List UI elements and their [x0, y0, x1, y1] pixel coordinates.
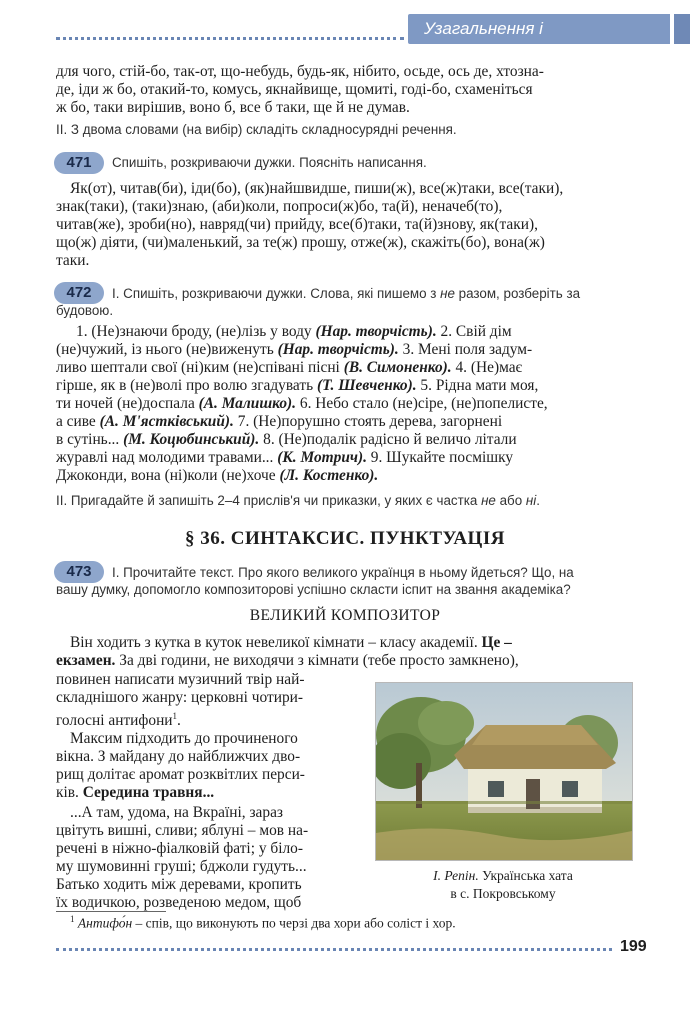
footer-dotted-rule — [56, 948, 612, 951]
sentence: 4. (Не)має — [451, 359, 523, 376]
task-text-part: І. Спишіть, розкриваючи дужки. Слова, які пишемо з — [112, 286, 441, 301]
text-line: рищ долітає аромат розквітлих перси- — [56, 766, 305, 783]
source-citation: (В. Симоненко). — [343, 359, 452, 376]
text-line — [56, 784, 214, 802]
exercise-472-line-7 — [56, 431, 631, 449]
source-citation: (Л. Костенко). — [279, 467, 379, 484]
source-citation: (А. Малишко). — [198, 395, 297, 412]
sentence: в сутінь... — [56, 431, 124, 448]
source-citation: (Нар. творчість). — [315, 323, 437, 340]
exercise-473-badge: 473 — [54, 561, 104, 583]
task-text-part: або — [495, 493, 526, 508]
footnote-text: – спів, що виконують по черзі два хори або соліст і хор. — [132, 915, 456, 931]
exercise-472-line-9 — [56, 467, 631, 485]
intro-task: II. З двома словами (на вибір) складіть складносурядні речення. — [56, 122, 457, 137]
source-citation: (Нар. творчість). — [277, 341, 399, 358]
exercise-472-line-8 — [56, 449, 631, 467]
footnote-marker: 1 — [172, 711, 178, 721]
emphasis: Це – — [481, 634, 512, 651]
exercise-472-task-2 — [56, 492, 636, 509]
source-citation: (Т. Шевченко). — [316, 377, 417, 394]
text-line-1 — [70, 634, 512, 652]
text-line: речені в ніжно-фіалковій фаті; у біло- — [56, 840, 303, 857]
running-header: Узагальнення і систематизація — [408, 14, 670, 44]
header-dotted-rule — [56, 37, 404, 40]
sentence: ливо шептали свої (ні)ким (не)співані пісні — [56, 359, 344, 376]
sentence: а сиве — [56, 413, 100, 430]
sentence: За дві години, не виходячи з кімнати (тебе просто замкнено), — [115, 652, 519, 669]
text-line: ...А там, удома, на Вкраїні, зараз — [70, 804, 283, 821]
exercise-471-line: що(ж) діяти, (чи)маленький, за те(ж) прошу, отже(ж), скажіть(бо), вона(ж) — [56, 234, 545, 251]
sentence: Він ходить з кутка в куток невеликої кімнати – класу академії. — [70, 634, 482, 651]
particle-ne: не — [440, 286, 455, 301]
exercise-472-line-2 — [56, 341, 631, 359]
text-line: Батько ходить між деревами, кропить — [56, 876, 302, 893]
sentence: 2. Свій дім — [436, 323, 512, 340]
exercise-472-task — [112, 285, 580, 302]
intro-line-2: де, іди ж бо, отакий-то, комусь, якнайвище, щомиті, годі-бо, схаменіться — [56, 81, 533, 98]
sentence: 3. Мені поля задум- — [398, 341, 533, 358]
task-text-part: II. Пригадайте й запишіть 2–4 прислів'я чи приказки, у яких є частка — [56, 493, 482, 508]
sentence: Джоконди, вона (ні)коли (не)хоче — [56, 467, 280, 484]
exercise-471-badge: 471 — [54, 152, 104, 174]
text-line: цвітуть вишні, сливи; яблуні – мов на- — [56, 822, 309, 839]
sentence: ків. — [56, 784, 83, 801]
exercise-471-line: читав(же), зроби(но), навряд(чи) прийду, все(б)таки, та(й)знову, як(таки), — [56, 216, 538, 233]
sentence: 9. Шукайте посмішку — [366, 449, 514, 466]
particle-ni: ні — [525, 493, 537, 508]
source-citation: (А. М'ястківський). — [99, 413, 234, 430]
sentence: журавлі над молодими травами... — [56, 449, 278, 466]
text-line-2 — [56, 652, 519, 670]
exercise-472-line-4 — [56, 377, 631, 395]
exercise-472-task-cont: будовою. — [56, 303, 114, 318]
text-line: повинен написати музичний твір най- — [56, 671, 305, 688]
sentence: голосні антифони — [56, 712, 173, 730]
exercise-472-badge: 472 — [54, 282, 104, 304]
exercise-472-line-1 — [76, 323, 651, 341]
text-line: му шумовинні груші; бджоли гудуть... — [56, 858, 307, 875]
exercise-471-line: знак(таки), (таки)знаю, (аби)коли, попроси(ж)бо, та(й), неначеб(то), — [56, 198, 503, 215]
footnote-term: Антифо́н — [77, 915, 133, 931]
particle-ne: не — [481, 493, 496, 508]
task-text-part: разом, розберіть за — [454, 286, 581, 301]
page-number: 199 — [620, 938, 647, 955]
sentence: 5. Рідна мати моя, — [416, 377, 539, 394]
footnote-marker: 1 — [70, 914, 75, 924]
footnote-rule — [56, 911, 166, 912]
task-text-part: . — [536, 493, 540, 508]
caption-author: І. Репін. — [433, 868, 479, 883]
emphasis: екзамен. — [56, 652, 116, 669]
caption-title: Українська хата — [478, 868, 573, 883]
source-citation: (К. Мотрич). — [277, 449, 367, 466]
section-title: § 36. СИНТАКСИС. ПУНКТУАЦІЯ — [185, 528, 505, 549]
source-citation: (М. Коцюбинський). — [123, 431, 260, 448]
text-title: ВЕЛИКИЙ КОМПОЗИТОР — [249, 607, 441, 624]
sentence: ти ночей (не)доспала — [56, 395, 199, 412]
sentence: гірше, як в (не)волі про волю згадувать — [56, 377, 317, 394]
footnote — [70, 914, 456, 932]
intro-line-1: для чого, стій-бо, так-от, що-небудь, будь-як, нібито, осьде, ось де, хтозна- — [56, 63, 544, 80]
intro-line-3: ж бо, таки вирішив, воно б, все б таки, ще й не думав. — [56, 99, 410, 116]
exercise-473-task: І. Прочитайте текст. Про якого великого українця в ньому йдеться? Що, на — [112, 565, 574, 580]
text-line: голосні антифони$^1$. — [56, 711, 181, 730]
text-line: вікна. З майдану до найближчих дво- — [56, 748, 301, 765]
text-line: їх водичкою, розведеною медом, щоб — [56, 894, 302, 911]
text-line: складнішого жанру: церковні чотири- — [56, 689, 304, 706]
painting-ukrainian-house — [375, 682, 633, 861]
exercise-473-task-cont: вашу думку, допомогло композиторові успішно скласти іспит на звання академіка? — [56, 582, 571, 597]
painting-caption-line-1 — [375, 867, 631, 884]
exercise-471-line: таки. — [56, 252, 90, 269]
header-tab-marker — [674, 14, 690, 44]
sentence: 8. (Не)подалік радісно й величо літали — [259, 431, 517, 448]
sentence: 7. (Не)порушно стоять дерева, загорнені — [233, 413, 503, 430]
painting-caption-line-2: в с. Покровському — [450, 886, 556, 901]
exercise-471-line: Як(от), читав(би), іди(бо), (як)найшвидше, пиши(ж), все(ж)таки, все(таки), — [70, 180, 564, 197]
exercise-471-task: Спишіть, розкриваючи дужки. Поясніть написання. — [112, 155, 427, 170]
emphasis: Середина травня... — [82, 784, 215, 801]
sentence: 1. (Не)знаючи броду, (не)лізь у воду — [76, 323, 316, 340]
text-line: Максим підходить до прочиненого — [70, 730, 298, 747]
sentence: (не)чужий, із нього (не)виженуть — [56, 341, 278, 358]
exercise-472-line-5 — [56, 395, 631, 413]
exercise-472-line-3 — [56, 359, 631, 377]
sentence: 6. Небо стало (не)сіре, (не)попелисте, — [296, 395, 548, 412]
exercise-472-line-6 — [56, 413, 631, 431]
